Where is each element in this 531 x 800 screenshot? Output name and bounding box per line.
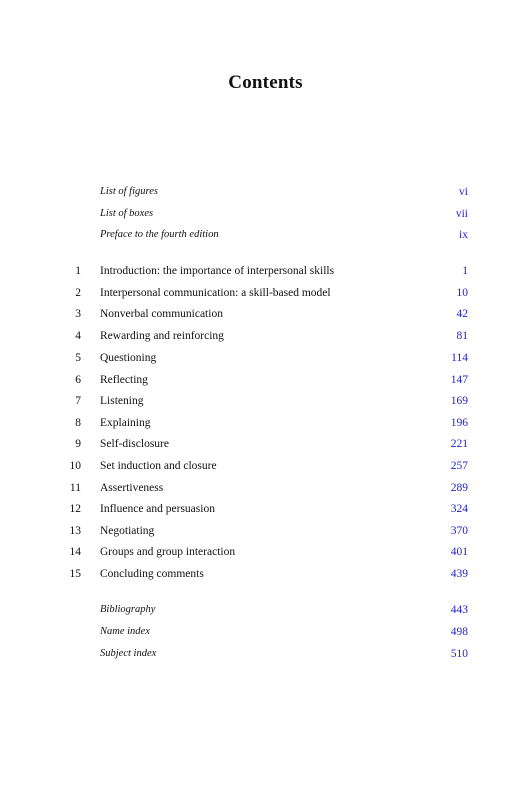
chapter-number: 13 bbox=[69, 525, 81, 537]
chapter-title: Self-disclosure bbox=[100, 438, 169, 450]
chapter-title: Reflecting bbox=[100, 374, 148, 386]
toc-entry-front-matter[interactable] bbox=[0, 183, 531, 201]
toc-page-link[interactable]: 147 bbox=[450, 374, 468, 386]
chapter-title: Concluding comments bbox=[100, 568, 204, 580]
toc-page-link[interactable]: vii bbox=[455, 208, 468, 220]
toc-entry-chapter[interactable] bbox=[0, 262, 531, 280]
toc-entry-chapter[interactable] bbox=[0, 349, 531, 367]
toc-page-link[interactable]: 498 bbox=[450, 626, 468, 638]
chapter-number: 7 bbox=[75, 395, 81, 407]
chapter-number: 14 bbox=[69, 546, 81, 558]
page-title: Contents bbox=[228, 72, 303, 93]
toc-page-link[interactable]: 257 bbox=[450, 460, 468, 472]
chapter-number: 10 bbox=[69, 460, 81, 472]
chapter-title: Introduction: the importance of interpersonal skills bbox=[100, 265, 335, 277]
toc-page-link[interactable]: 221 bbox=[450, 438, 468, 450]
toc-entry-title: Bibliography bbox=[100, 604, 156, 615]
toc-entry-chapter[interactable] bbox=[0, 371, 531, 389]
toc-entry-chapter[interactable] bbox=[0, 522, 531, 540]
chapter-title: Interpersonal communication: a skill-based model bbox=[100, 287, 331, 299]
toc-entry-title: Name index bbox=[100, 626, 150, 637]
toc-page-link[interactable]: vi bbox=[459, 186, 468, 198]
chapter-number: 4 bbox=[75, 330, 81, 342]
chapter-number: 9 bbox=[75, 438, 81, 450]
chapter-number: 2 bbox=[75, 287, 81, 299]
toc-entry-chapter[interactable] bbox=[0, 457, 531, 475]
toc-entry-title: Preface to the fourth edition bbox=[100, 229, 219, 240]
toc-page-link[interactable]: 370 bbox=[450, 525, 468, 537]
toc-page-link[interactable]: 42 bbox=[456, 308, 468, 320]
toc-page-link[interactable]: 401 bbox=[450, 546, 468, 558]
toc-entry-chapter[interactable] bbox=[0, 327, 531, 345]
chapter-number: 12 bbox=[69, 503, 81, 515]
chapter-title: Influence and persuasion bbox=[100, 503, 215, 515]
toc-entry-title: List of figures bbox=[100, 186, 158, 197]
toc-page-link[interactable]: 289 bbox=[450, 482, 468, 494]
toc-entry-back-matter[interactable] bbox=[0, 601, 531, 619]
toc-entry-chapter[interactable] bbox=[0, 392, 531, 410]
chapter-number: 5 bbox=[75, 352, 81, 364]
toc-page-link[interactable]: 81 bbox=[456, 330, 468, 342]
toc-page-link[interactable]: 510 bbox=[450, 648, 468, 660]
toc-page-link[interactable]: ix bbox=[459, 229, 468, 241]
chapter-number: 8 bbox=[75, 417, 81, 429]
toc-page-link[interactable]: 114 bbox=[451, 352, 468, 364]
toc-entry-back-matter[interactable] bbox=[0, 645, 531, 663]
toc-page-link[interactable]: 439 bbox=[450, 568, 468, 580]
toc-entry-front-matter[interactable] bbox=[0, 205, 531, 223]
chapter-title: Listening bbox=[100, 395, 144, 407]
chapter-title: Explaining bbox=[100, 417, 151, 429]
toc-entry-chapter[interactable] bbox=[0, 305, 531, 323]
chapter-title: Questioning bbox=[100, 352, 157, 364]
chapter-title: Groups and group interaction bbox=[100, 546, 236, 558]
chapter-number: 1 bbox=[75, 265, 81, 277]
toc-entry-chapter[interactable] bbox=[0, 435, 531, 453]
toc-page-link[interactable]: 10 bbox=[456, 287, 468, 299]
toc-page-link[interactable]: 324 bbox=[450, 503, 468, 515]
toc-page-link[interactable]: 443 bbox=[450, 604, 468, 616]
toc-entry-back-matter[interactable] bbox=[0, 623, 531, 641]
chapter-title: Set induction and closure bbox=[100, 460, 217, 472]
toc-entry-chapter[interactable] bbox=[0, 565, 531, 583]
toc-entry-chapter[interactable] bbox=[0, 284, 531, 302]
toc-entry-front-matter[interactable] bbox=[0, 226, 531, 244]
toc-page-link[interactable]: 169 bbox=[450, 395, 468, 407]
toc-entry-chapter[interactable] bbox=[0, 479, 531, 497]
toc-page-link[interactable]: 196 bbox=[450, 417, 468, 429]
toc-entry-chapter[interactable] bbox=[0, 500, 531, 518]
chapter-title: Negotiating bbox=[100, 525, 155, 537]
chapter-number: 6 bbox=[75, 374, 81, 386]
toc-entry-chapter[interactable] bbox=[0, 414, 531, 432]
chapter-number: 3 bbox=[75, 308, 81, 320]
toc-page-link[interactable]: 1 bbox=[462, 265, 468, 277]
chapter-title: Assertiveness bbox=[100, 482, 164, 494]
chapter-title: Nonverbal communication bbox=[100, 308, 223, 320]
toc-entry-title: Subject index bbox=[100, 648, 157, 659]
toc-entry-title: List of boxes bbox=[100, 208, 154, 219]
chapter-number: 11 bbox=[69, 482, 81, 494]
toc-entry-chapter[interactable] bbox=[0, 543, 531, 561]
chapter-number: 15 bbox=[69, 568, 81, 580]
chapter-title: Rewarding and reinforcing bbox=[100, 330, 224, 342]
